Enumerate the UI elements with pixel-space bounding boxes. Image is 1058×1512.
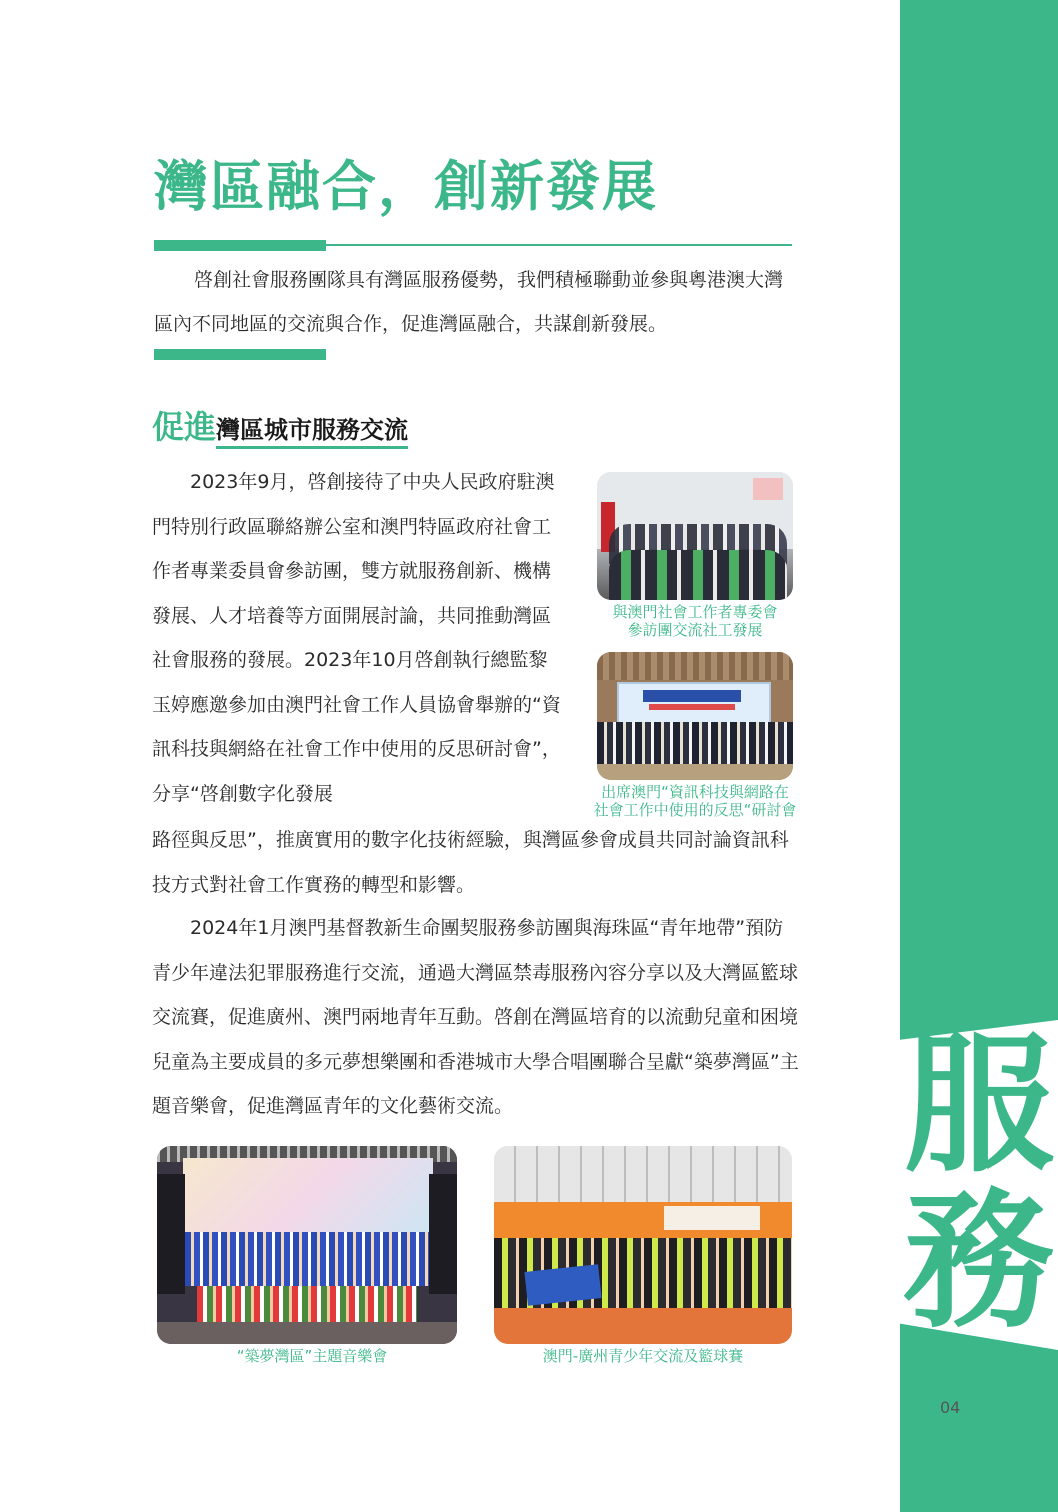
section-heading-prefix: 促進 (152, 408, 217, 446)
caption-line: 澳門-廣州青少年交流及籃球賽 (542, 1347, 744, 1365)
paragraph-2: 2024年1月澳門基督教新生命團契服務參訪團與海珠區“青年地帶”預防青少年違法犯罪服務進行交流，通過大灣區禁毒服務內容分享以及大灣區籃球交流賽，促進廣州、澳門兩地青年互動。啓創在灣區培育的以流動兒童和困境兒童為主要成員的多元夢想樂團和香港城市大學合唱團聯合呈獻“築夢灣區”主題音樂會，促進灣區青年的文化藝術交流。 (152, 917, 799, 1117)
photo-meeting-caption (590, 603, 800, 639)
photo-concert (157, 1146, 457, 1344)
paragraph-1-wrapped: 2023年9月，啓創接待了中央人民政府駐澳門特別行政區聯絡辦公室和澳門特區政府社會工作者專業委員會參訪團，雙方就服務創新、機構發展、人才培養等方面開展討論，共同推動灣區社會服務的發展。2023年10月啓創執行總監黎玉婷應邀參加由澳門社會工作人員協會舉辦的“資訊科技與網絡在社會工作中使用的反思研討會”，分享“啓創數字化發展 (152, 471, 561, 805)
intro-rule-accent (154, 349, 326, 360)
photo-meeting (597, 472, 793, 600)
photo-basketball (494, 1146, 792, 1344)
title-rule-accent (154, 240, 326, 251)
section-heading (152, 402, 408, 448)
page-number: 04 (940, 1398, 961, 1417)
side-char-2: 務 (903, 1173, 1054, 1349)
caption-line: 社會工作中使用的反思“研討會 (593, 801, 797, 819)
caption-line: 參訪團交流社工發展 (627, 621, 763, 639)
section-heading-text: 灣區城市服務交流 (216, 416, 408, 449)
photo-seminar (597, 652, 793, 780)
page-title: 灣區融合，創新發展 (154, 155, 658, 218)
paragraph-1-continued: 路徑與反思”，推廣實用的數字化技術經驗，與灣區參會成員共同討論資訊科技方式對社會工作實務的轉型和影響。 (152, 829, 789, 896)
caption-line: “築夢灣區”主題音樂會 (236, 1347, 388, 1365)
photo-basketball-caption (494, 1347, 792, 1365)
photo-concert-caption (157, 1347, 467, 1365)
caption-line: 出席澳門“資訊科技與網路在 (601, 783, 789, 801)
intro-paragraph: 啓創社會服務團隊具有灣區服務優勢，我們積極聯動並參與粵港澳大灣區內不同地區的交流與合作，促進灣區融合，共謀創新發展。 (154, 269, 784, 335)
photo-seminar-caption (578, 783, 812, 819)
caption-line: 與澳門社會工作者專委會 (612, 603, 778, 621)
side-char-1: 服 (903, 1017, 1054, 1193)
